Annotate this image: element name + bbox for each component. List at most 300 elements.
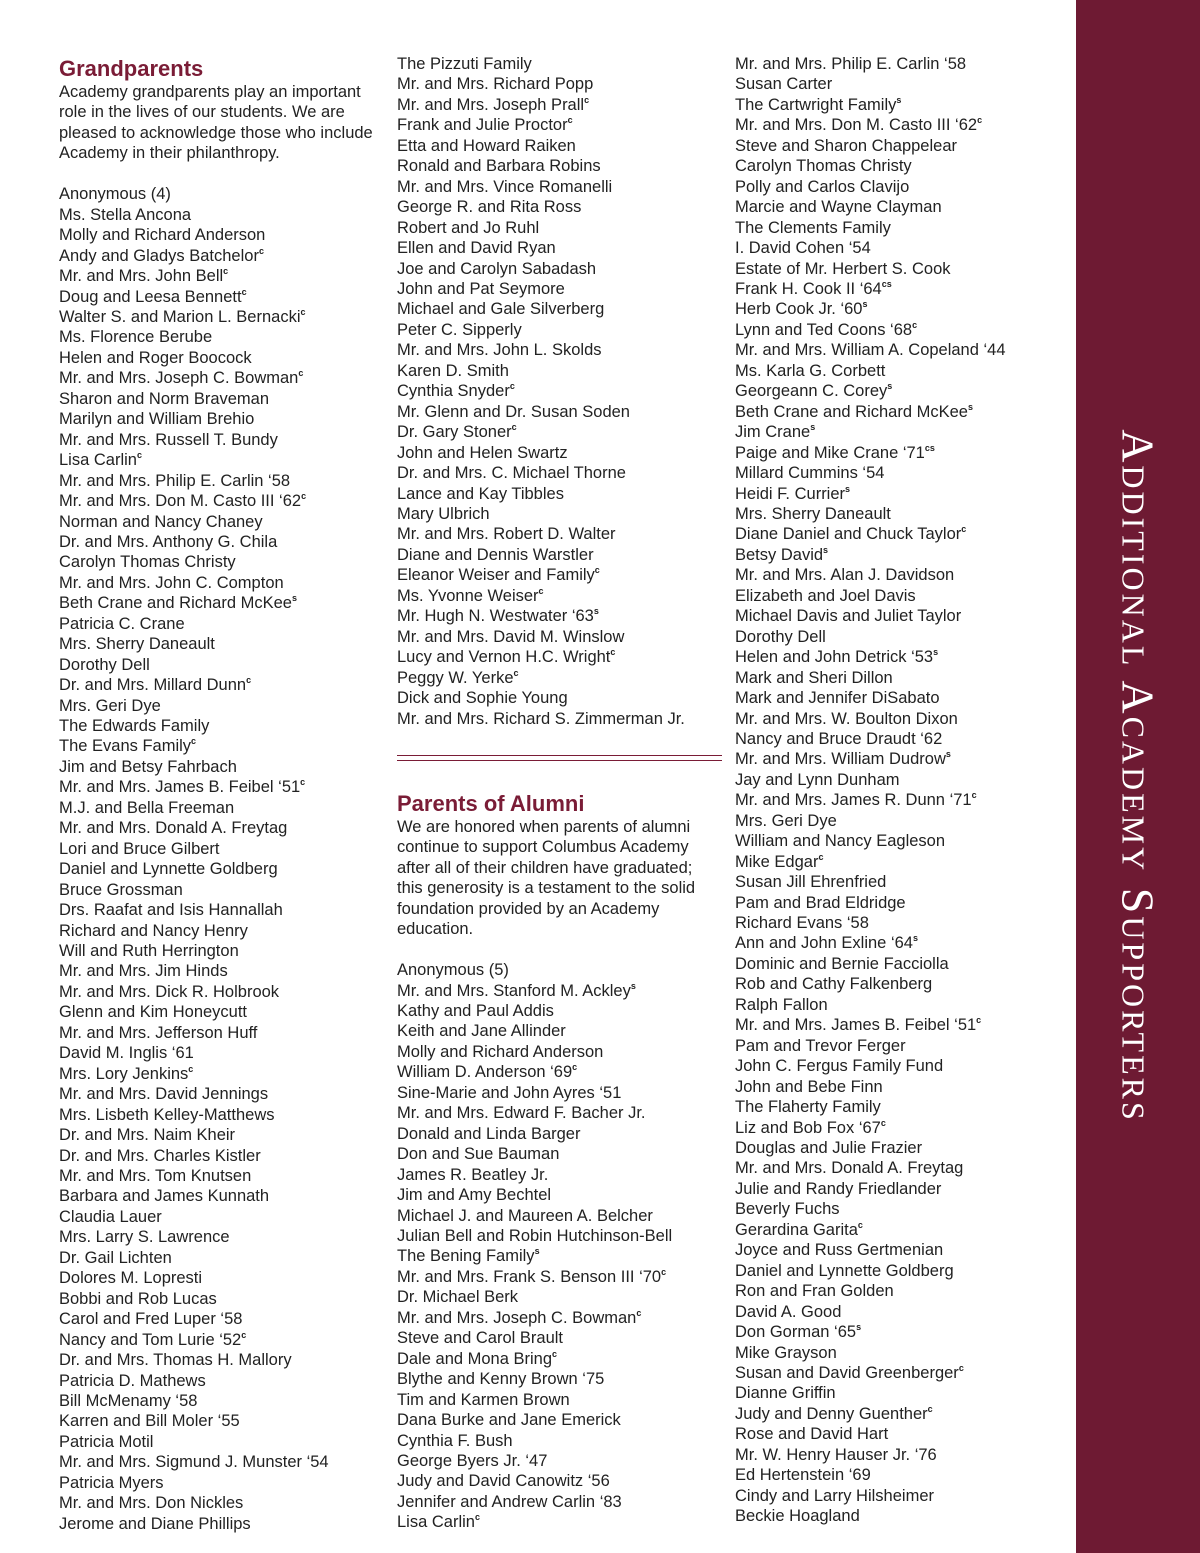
donor-marker: c <box>661 1266 667 1277</box>
donor-name-text: The Bening Family <box>397 1247 535 1266</box>
donor-name-text: Robert and Jo Ruhl <box>397 218 540 237</box>
donor-name-text: Richard and Nancy Henry <box>59 921 248 940</box>
column-left <box>59 54 389 1534</box>
donor-name <box>735 1056 1065 1076</box>
donor-name-text: Will and Ruth Herrington <box>59 942 239 961</box>
donor-name-text: Ralph Fallon <box>735 995 828 1014</box>
donor-name <box>59 348 389 368</box>
donor-marker: c <box>223 266 229 277</box>
donor-name <box>735 1220 1065 1240</box>
donor-marker: s <box>887 381 893 392</box>
donor-marker: c <box>610 647 616 658</box>
donor-name-text: Lisa Carlin <box>59 451 137 470</box>
donor-marker: s <box>845 483 851 494</box>
donor-name-text: I. David Cohen ‘54 <box>735 239 871 258</box>
donor-name-text: Mr. and Mrs. Joseph C. Bowman <box>397 1308 637 1327</box>
donor-name-text: Blythe and Kenny Brown ‘75 <box>397 1370 605 1389</box>
donor-name-text: Mr. and Mrs. Don Nickles <box>59 1494 244 1513</box>
donor-name <box>397 1431 722 1451</box>
donor-marker: cs <box>881 278 892 289</box>
donor-name-text: Pam and Trevor Ferger <box>735 1036 906 1055</box>
section-heading-parents-of-alumni: Parents of Alumni <box>397 790 585 816</box>
donor-name <box>59 696 389 716</box>
donor-name-text: Judy and David Canowitz ‘56 <box>397 1472 610 1491</box>
donor-name-text: Eleanor Weiser and Family <box>397 566 595 585</box>
donor-name <box>735 463 1065 483</box>
donor-name <box>397 1390 722 1410</box>
parents-of-alumni-intro: We are honored when parents of alumni continue to support Columbus Academy after all of their children have graduated; this generosity is a testament to the solid foundation provided by an Academy education. <box>397 817 696 939</box>
donor-name-text: Patricia D. Mathews <box>59 1371 206 1390</box>
donor-name-text: Julie and Randy Friedlander <box>735 1179 942 1198</box>
donor-name <box>397 238 722 258</box>
donor-name <box>397 156 722 176</box>
donor-name <box>397 1042 722 1062</box>
donor-name-text: Liz and Bob Fox ‘67 <box>735 1118 881 1137</box>
donor-name <box>735 156 1065 176</box>
donor-name <box>735 668 1065 688</box>
donor-name-text: Mr. and Mrs. Joseph C. Bowman <box>59 369 299 388</box>
donor-marker: c <box>511 422 517 433</box>
donor-name-text: Mr. Hugh N. Westwater ‘63 <box>397 607 594 626</box>
donor-name-text: Mr. and Mrs. Jefferson Huff <box>59 1023 258 1042</box>
donor-name <box>735 893 1065 913</box>
donor-name-text: Bill McMenamy ‘58 <box>59 1391 198 1410</box>
donor-name <box>59 1411 389 1431</box>
donor-name-text: The Cartwright Family <box>735 95 897 114</box>
donor-name-text: Mrs. Larry S. Lawrence <box>59 1228 230 1247</box>
donor-name <box>735 74 1065 94</box>
donor-name-text: Tim and Karmen Brown <box>397 1390 570 1409</box>
donor-name <box>397 218 722 238</box>
donor-name-text: Barbara and James Kunnath <box>59 1187 270 1206</box>
donor-name-text: Mrs. Sherry Daneault <box>59 635 215 654</box>
donor-name <box>735 933 1065 953</box>
donor-marker: c <box>594 565 600 576</box>
donor-marker: c <box>241 1329 247 1340</box>
donor-name <box>59 900 389 920</box>
donor-name <box>735 259 1065 279</box>
grandparents-intro: Academy grandparents play an important role in the lives of our students. We are pleased to acknowledge those who include Academy in their philanthropy. <box>59 83 373 163</box>
donor-name <box>59 1105 389 1125</box>
donor-name-text: Cynthia F. Bush <box>397 1431 513 1450</box>
donor-name <box>59 798 389 818</box>
donor-name-text: Michael Davis and Juliet Taylor <box>735 607 962 626</box>
donor-name <box>59 552 389 572</box>
page-title: Additional Academy Supporters <box>1112 429 1164 1123</box>
donor-name <box>397 1103 722 1123</box>
donor-name <box>735 831 1065 851</box>
donor-name <box>59 327 389 347</box>
donor-marker: c <box>188 1063 194 1074</box>
donor-name <box>59 491 389 511</box>
donor-name-text: Jerome and Diane Phillips <box>59 1514 251 1533</box>
donor-name <box>735 1240 1065 1260</box>
donor-name-text: Mr. and Mrs. Russell T. Bundy <box>59 430 278 449</box>
donor-marker: s <box>945 749 951 760</box>
donor-marker: c <box>584 94 590 105</box>
donor-name-text: Diane and Dennis Warstler <box>397 545 594 564</box>
donor-name <box>735 279 1065 299</box>
donor-name-text: Ms. Stella Ancona <box>59 205 192 224</box>
donor-name <box>397 1451 722 1471</box>
donor-name-text: Molly and Richard Anderson <box>397 1042 604 1061</box>
donor-marker: c <box>300 306 306 317</box>
donor-name <box>735 709 1065 729</box>
donor-name-text: Bruce Grossman <box>59 880 183 899</box>
donor-name <box>397 688 722 708</box>
donor-marker: c <box>513 667 519 678</box>
donor-name-text: Joyce and Russ Gertmenian <box>735 1241 944 1260</box>
donor-name-text: John and Helen Swartz <box>397 443 568 462</box>
donor-name-text: Marilyn and William Brehio <box>59 410 255 429</box>
donor-name <box>397 1492 722 1512</box>
donor-name-text: Mrs. Geri Dye <box>59 696 161 715</box>
donor-name-text: Mr. and Mrs. Dick R. Holbrook <box>59 982 280 1001</box>
donor-name-text: Douglas and Julie Frazier <box>735 1139 923 1158</box>
donor-name-text: Beckie Hoagland <box>735 1507 860 1526</box>
donor-name-text: Dorothy Dell <box>735 627 826 646</box>
donor-name-text: Mr. and Mrs. Don M. Casto III ‘62 <box>735 116 978 135</box>
donor-name <box>397 402 722 422</box>
donor-name-text: Helen and Roger Boocock <box>59 348 252 367</box>
donor-name <box>735 995 1065 1015</box>
donor-name <box>397 197 722 217</box>
donor-name-text: Mrs. Lory Jenkins <box>59 1064 189 1083</box>
donor-name-text: Ms. Karla G. Corbett <box>735 361 886 380</box>
donor-name <box>397 1512 722 1532</box>
donor-name-text: Dr. and Mrs. Millard Dunn <box>59 676 247 695</box>
donor-name <box>397 524 722 544</box>
donor-marker: s <box>823 544 829 555</box>
donor-name <box>397 279 722 299</box>
donor-name <box>59 1043 389 1063</box>
donor-name <box>735 402 1065 422</box>
donor-name <box>59 1002 389 1022</box>
donor-name <box>735 627 1065 647</box>
donor-name <box>59 1064 389 1084</box>
donor-name-text: Beth Crane and Richard McKee <box>735 402 968 421</box>
donor-name-text: Cindy and Larry Hilsheimer <box>735 1486 934 1505</box>
donor-name-text: Joe and Carolyn Sabadash <box>397 259 597 278</box>
donor-marker: c <box>298 368 304 379</box>
donor-marker: c <box>474 1512 480 1523</box>
donor-name <box>59 1084 389 1104</box>
donor-name <box>397 177 722 197</box>
column-right <box>735 54 1065 1527</box>
donor-name <box>59 880 389 900</box>
donor-name-text: Marcie and Wayne Clayman <box>735 198 942 217</box>
donor-name <box>735 1036 1065 1056</box>
donor-name-text: Ms. Florence Berube <box>59 328 213 347</box>
donor-name-text: Dominic and Bernie Facciolla <box>735 954 949 973</box>
donor-name <box>735 1138 1065 1158</box>
donor-name-text: Rose and David Hart <box>735 1425 889 1444</box>
donor-name <box>735 1322 1065 1342</box>
donor-marker: s <box>630 980 636 991</box>
donor-name <box>735 1383 1065 1403</box>
donor-name <box>735 565 1065 585</box>
donor-name <box>59 1207 389 1227</box>
donor-name-text: Mrs. Sherry Daneault <box>735 504 891 523</box>
donor-name <box>735 606 1065 626</box>
donor-name <box>397 1021 722 1041</box>
donor-name <box>59 1146 389 1166</box>
donor-name <box>735 1302 1065 1322</box>
donor-name-text: Dr. and Mrs. Naim Kheir <box>59 1126 236 1145</box>
donor-name-text: Mr. and Mrs. James B. Feibel ‘51 <box>735 1016 977 1035</box>
donor-name <box>397 1369 722 1389</box>
donor-name-text: Mr. and Mrs. John C. Compton <box>59 573 284 592</box>
donor-name-text: Walter S. and Marion L. Bernacki <box>59 307 301 326</box>
donor-name <box>59 1227 389 1247</box>
donor-name-text: Frank H. Cook II ‘64 <box>735 279 882 298</box>
donor-name-text: Susan Carter <box>735 75 833 94</box>
donor-name-text: Mr. and Mrs. William A. Copeland ‘44 <box>735 341 1006 360</box>
donor-name <box>397 1206 722 1226</box>
donor-name <box>397 115 722 135</box>
donor-name <box>397 1267 722 1287</box>
donor-name <box>397 443 722 463</box>
donor-name-text: Susan and David Greenberger <box>735 1364 959 1382</box>
donor-name <box>59 982 389 1002</box>
donor-name-text: Mark and Sheri Dillon <box>735 668 893 687</box>
donor-marker: cs <box>924 442 935 453</box>
donor-name-text: Mr. and Mrs. Tom Knutsen <box>59 1167 252 1185</box>
donor-name-text: Ann and John Exline ‘64 <box>735 934 913 953</box>
donor-name-text: Don and Sue Bauman <box>397 1145 560 1164</box>
donor-name-text: Herb Cook Jr. ‘60 <box>735 300 863 319</box>
donor-name-text: Sine-Marie and John Ayres ‘51 <box>397 1083 622 1102</box>
donor-name-text: George R. and Rita Ross <box>397 198 582 217</box>
donor-name <box>59 1391 389 1411</box>
parents-of-alumni-list-continued <box>735 54 1065 1527</box>
donor-name <box>59 941 389 961</box>
donor-name <box>735 1486 1065 1506</box>
donor-name-text: The Clements Family <box>735 218 891 237</box>
donor-name <box>59 573 389 593</box>
donor-marker: c <box>567 115 573 126</box>
donor-name <box>397 95 722 115</box>
donor-name <box>735 1118 1065 1138</box>
donor-name-text: Mrs. Lisbeth Kelley-Matthews <box>59 1105 275 1124</box>
donor-name <box>59 1248 389 1268</box>
donor-name <box>59 471 389 491</box>
donor-marker: s <box>933 647 939 658</box>
donor-name <box>735 95 1065 115</box>
donor-name <box>59 1268 389 1288</box>
donor-name-text: Dr. and Mrs. Anthony G. Chila <box>59 532 278 551</box>
donor-name-text: Mike Edgar <box>735 852 819 871</box>
donor-name-text: Doug and Leesa Bennett <box>59 287 242 306</box>
donor-name-text: Steve and Sharon Chappelear <box>735 136 957 155</box>
donor-name-text: Dr. and Mrs. Charles Kistler <box>59 1146 261 1165</box>
donor-name-text: Mr. and Mrs. Philip E. Carlin ‘58 <box>59 471 291 490</box>
donor-name-text: Mr. and Mrs. Donald A. Freytag <box>59 819 288 838</box>
donor-name <box>59 430 389 450</box>
donor-name <box>735 136 1065 156</box>
donor-name-text: Estate of Mr. Herbert S. Cook <box>735 259 951 278</box>
donor-name <box>735 1015 1065 1035</box>
donor-marker: s <box>912 933 918 944</box>
donor-name-text: Andy and Gladys Batchelor <box>59 246 259 265</box>
donor-name <box>397 1349 722 1369</box>
donor-name <box>59 1432 389 1452</box>
donor-name <box>735 320 1065 340</box>
donor-name-text: Bobbi and Rob Lucas <box>59 1289 217 1308</box>
grandparents-list <box>59 184 389 1534</box>
donor-name-text: Dr. and Mrs. C. Michael Thorne <box>397 464 626 483</box>
donor-name-text: Carolyn Thomas Christy <box>59 553 236 572</box>
donor-name <box>397 1308 722 1328</box>
donor-name-text: Millard Cummins ‘54 <box>735 464 885 483</box>
donor-name <box>397 960 722 980</box>
donor-name <box>397 361 722 381</box>
donor-name-text: Dr. and Mrs. Thomas H. Mallory <box>59 1351 292 1370</box>
donor-name <box>735 504 1065 524</box>
donor-name <box>59 1186 389 1206</box>
donor-marker: c <box>538 585 544 596</box>
donor-name <box>735 484 1065 504</box>
donor-name-text: Ron and Fran Golden <box>735 1282 894 1301</box>
donor-marker: c <box>572 1062 578 1073</box>
donor-name <box>397 422 722 442</box>
donor-name-text: Lynn and Ted Coons ‘68 <box>735 320 913 339</box>
donor-name-text: Ronald and Barbara Robins <box>397 157 601 176</box>
donor-name-text: Mr. and Mrs. Richard S. Zimmerman Jr. <box>397 709 685 728</box>
section-heading-grandparents: Grandparents <box>59 56 204 81</box>
donor-name <box>397 136 722 156</box>
donor-marker: c <box>971 790 977 801</box>
donor-name-text: The Pizzuti Family <box>397 55 532 73</box>
donor-name-text: Lance and Kay Tibbles <box>397 484 564 503</box>
donor-name <box>59 593 389 613</box>
donor-name <box>59 409 389 429</box>
donor-name-text: Helen and John Detrick ‘53 <box>735 648 934 667</box>
donor-name-text: Mr. W. Henry Hauser Jr. ‘76 <box>735 1445 937 1464</box>
donor-name-text: Heidi F. Currier <box>735 484 846 503</box>
donor-name-text: Mr. and Mrs. Don M. Casto III ‘62 <box>59 492 302 511</box>
donor-name-text: Mr. and Mrs. Vince Romanelli <box>397 177 613 196</box>
donor-name <box>59 655 389 675</box>
donor-name-text: Jim and Amy Bechtel <box>397 1186 552 1205</box>
donor-marker: c <box>818 851 824 862</box>
donor-name <box>397 1328 722 1348</box>
donor-name-text: Donald and Linda Barger <box>397 1124 581 1143</box>
donor-name-text: Molly and Richard Anderson <box>59 226 266 245</box>
donor-name-text: Dr. Gary Stoner <box>397 423 512 442</box>
donor-name-text: Dale and Mona Bring <box>397 1349 553 1368</box>
donor-name <box>735 852 1065 872</box>
donor-name-text: Gerardina Garita <box>735 1220 858 1239</box>
donor-marker: c <box>552 1348 558 1359</box>
donor-marker: s <box>896 94 902 105</box>
donor-name <box>735 1506 1065 1526</box>
donor-name <box>59 859 389 879</box>
donor-name-text: Dana Burke and Jane Emerick <box>397 1411 621 1430</box>
donor-name <box>397 1246 722 1266</box>
donor-name-text: Ed Hertenstein ‘69 <box>735 1466 871 1485</box>
donor-name <box>735 340 1065 360</box>
donor-name <box>59 921 389 941</box>
donor-name-text: Anonymous (5) <box>397 961 509 980</box>
donor-name-text: Daniel and Lynnette Goldberg <box>735 1261 954 1280</box>
donor-name-text: William D. Anderson ‘69 <box>397 1063 573 1082</box>
section-divider <box>397 755 722 761</box>
donor-name <box>735 688 1065 708</box>
donor-name <box>735 422 1065 442</box>
donor-name-text: Sharon and Norm Braveman <box>59 389 270 408</box>
donor-name <box>59 1514 389 1534</box>
donor-name <box>735 238 1065 258</box>
donor-name <box>59 1125 389 1145</box>
donor-name <box>59 1473 389 1493</box>
donor-name <box>735 545 1065 565</box>
donor-name-text: Mr. and Mrs. Donald A. Freytag <box>735 1159 964 1178</box>
donor-name-text: George Byers Jr. ‘47 <box>397 1451 548 1470</box>
donor-name-text: Jennifer and Andrew Carlin ‘83 <box>397 1492 622 1511</box>
donor-name-text: Drs. Raafat and Isis Hannallah <box>59 901 283 920</box>
donor-name <box>735 1404 1065 1424</box>
grandparents-list-continued <box>397 54 722 729</box>
donor-name-text: Mr. and Mrs. Joseph Prall <box>397 95 585 114</box>
donor-name-text: Karren and Bill Moler ‘55 <box>59 1412 240 1431</box>
donor-name-text: Mr. and Mrs. Stanford M. Ackley <box>397 981 631 1000</box>
donor-marker: c <box>300 777 306 788</box>
donor-name <box>397 606 722 626</box>
donor-name <box>735 954 1065 974</box>
donor-name <box>59 716 389 736</box>
donor-name <box>397 1083 722 1103</box>
donor-name-text: Carol and Fred Luper ‘58 <box>59 1310 243 1329</box>
donor-marker: c <box>976 1015 982 1026</box>
donor-name <box>735 1445 1065 1465</box>
parents-of-alumni-list <box>397 960 722 1533</box>
donor-marker: c <box>191 736 197 747</box>
donor-name-text: Georgeann C. Corey <box>735 382 888 401</box>
donor-name <box>735 1343 1065 1363</box>
donor-name <box>59 1330 389 1350</box>
donor-marker: s <box>967 401 973 412</box>
donor-name <box>59 757 389 777</box>
donor-name-text: Rob and Cathy Falkenberg <box>735 975 933 994</box>
donor-name-text: Nancy and Bruce Draudt ‘62 <box>735 729 943 748</box>
donor-name-text: William and Nancy Eagleson <box>735 832 946 851</box>
donor-name <box>735 361 1065 381</box>
donor-marker: c <box>136 450 142 461</box>
donor-name <box>397 586 722 606</box>
donor-name <box>59 532 389 552</box>
donor-name-text: Lisa Carlin <box>397 1513 475 1532</box>
donor-name <box>735 1077 1065 1097</box>
donor-name <box>735 872 1065 892</box>
donor-name <box>735 1363 1065 1383</box>
donor-name-text: John and Pat Seymore <box>397 279 565 298</box>
donor-name-text: Paige and Mike Crane ‘71 <box>735 443 925 462</box>
donor-name <box>59 634 389 654</box>
donor-name-text: Dick and Sophie Young <box>397 689 568 708</box>
donor-name <box>735 218 1065 238</box>
donor-name-text: Mr. and Mrs. Edward F. Bacher Jr. <box>397 1104 646 1123</box>
donor-name <box>397 259 722 279</box>
donor-name-text: Pam and Brad Eldridge <box>735 893 906 912</box>
donor-name <box>59 1166 389 1186</box>
donor-name-text: Mr. and Mrs. Richard Popp <box>397 75 594 94</box>
donor-name-text: Nancy and Tom Lurie ‘52 <box>59 1330 242 1349</box>
donor-name-text: Mr. and Mrs. Frank S. Benson III ‘70 <box>397 1267 662 1286</box>
donor-marker: c <box>636 1307 642 1318</box>
donor-name <box>735 299 1065 319</box>
donor-name-text: Glenn and Kim Honeycutt <box>59 1003 248 1022</box>
